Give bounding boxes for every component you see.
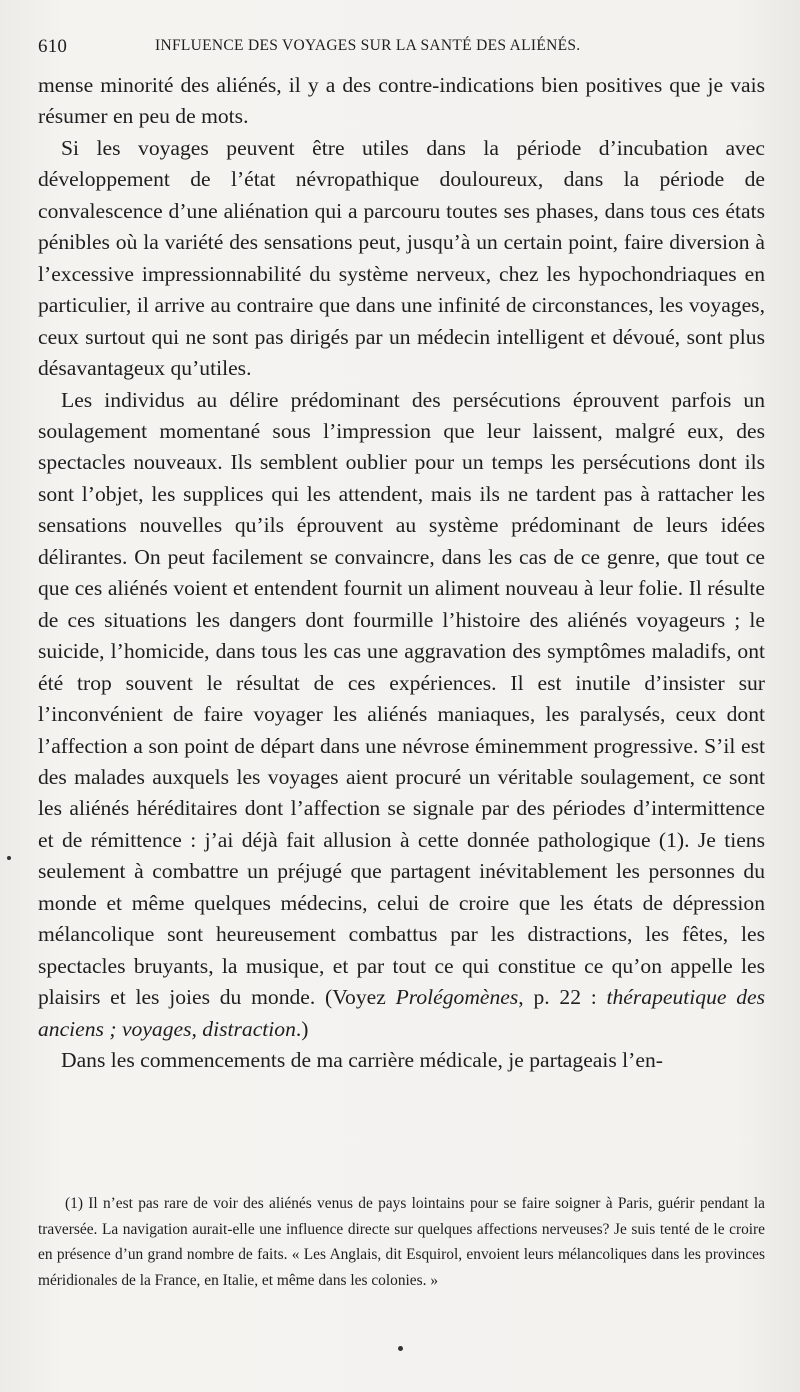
page-number: 610 xyxy=(38,36,68,57)
page-header xyxy=(38,36,762,60)
reference-end: .) xyxy=(295,1016,309,1041)
ink-speck xyxy=(398,1346,403,1351)
paragraph-continuation: mense minorité des aliénés, il y a des contre-indications bien positives que je vais résumer en peu de mots. xyxy=(38,73,765,129)
running-title: INFLUENCE DES VOYAGES SUR LA SANTÉ DES ALIÉNÉS. xyxy=(155,37,581,54)
footnote-section xyxy=(38,1191,765,1293)
paragraph-voyages-utility: Si les voyages peuvent être utiles dans la période d’incubation avec développement de l’état névropathique douloureux, dans la période de convalescence d’une aliénation qui a parcouru toutes ses phases, dans tous ces états pénibles où la variété des sensations peut, jusqu’à un certain point, faire diversion à l’excessive impressionnabilité du système nerveux, chez les hypochondriaques en particulier, il arrive au contraire que dans une infinité de circonstances, les voyages, ceux surtout qui ne sont pas dirigés par un médecin intelligent et dévoué, sont plus désavantageux qu’utiles. xyxy=(38,135,765,381)
reference-subject: thérapeutique des anciens ; voyages, distraction xyxy=(38,985,765,1041)
reference-title: Prolégomènes xyxy=(395,985,519,1010)
ink-speck xyxy=(7,856,11,860)
paragraph-persecution-text: Les individus au délire prédominant des persécutions éprouvent parfois un soulagement momentané sous l’impression que leur laissent, malgré eux, des spectacles nouveaux. Ils semblent oublier pour un temps les persécutions dont ils sont l’objet, les supplices qui les attendent, mais ils ne tardent pas à rattacher les sensations nouvelles qu’ils éprouvent au système prédominant de leurs idées délirantes. On peut facilement se convaincre, dans les cas de ce genre, que tout ce que ces aliénés voient et entendent fournit un aliment nouveau à leur folie. Il résulte de ces situations les dangers dont fourmille l’histoire des aliénés voyageurs ; le suicide, l’homicide, dans tous les cas une aggravation des symptômes maladifs, ont été trop souvent le résultat de ces expériences. Il est inutile d’insister sur l’inconvénient de faire voyager les aliénés maniaques, les paralysés, ceux dont l’affection a son point de départ dans une névrose éminemment progressive. S’il est des malades auxquels les voyages aient procuré un véritable soulagement, ce sont les aliénés héréditaires dont l’affection se signale par des périodes d’intermittence et de rémittence : j’ai déjà fait allusion à cette donnée pathologique (1). Je tiens seulement à combattre un préjugé que partagent inévitablement les personnes du monde et même quelques médecins, celui de croire que les états de dépression mélancolique sont heureusement combattus par les distractions, les fêtes, les spectacles bruyants, la musique, et par tout ce qui constitue ce qu’on appelle les plaisirs et les joies du monde. (Voyez xyxy=(38,387,765,1010)
paragraph-career-start: Dans les commencements de ma carrière médicale, je partageais l’en- xyxy=(61,1048,663,1073)
reference-page: , p. 22 : xyxy=(518,985,607,1010)
main-text xyxy=(38,70,765,1077)
paragraph-persecution-delirium xyxy=(38,385,765,1046)
footnote-1: (1) Il n’est pas rare de voir des aliénés venus de pays lointains pour se faire soigner à Paris, guérir pendant la traversée. La navigation aurait-elle une influence directe sur quelques affections nerveuses? Je suis tenté de le croire en présence d’un grand nombre de faits. « Les Anglais, dit Esquirol, envoient leurs mélancoliques dans les provinces méridionales de la France, en Italie, et même dans les colonies. » xyxy=(38,1195,765,1289)
